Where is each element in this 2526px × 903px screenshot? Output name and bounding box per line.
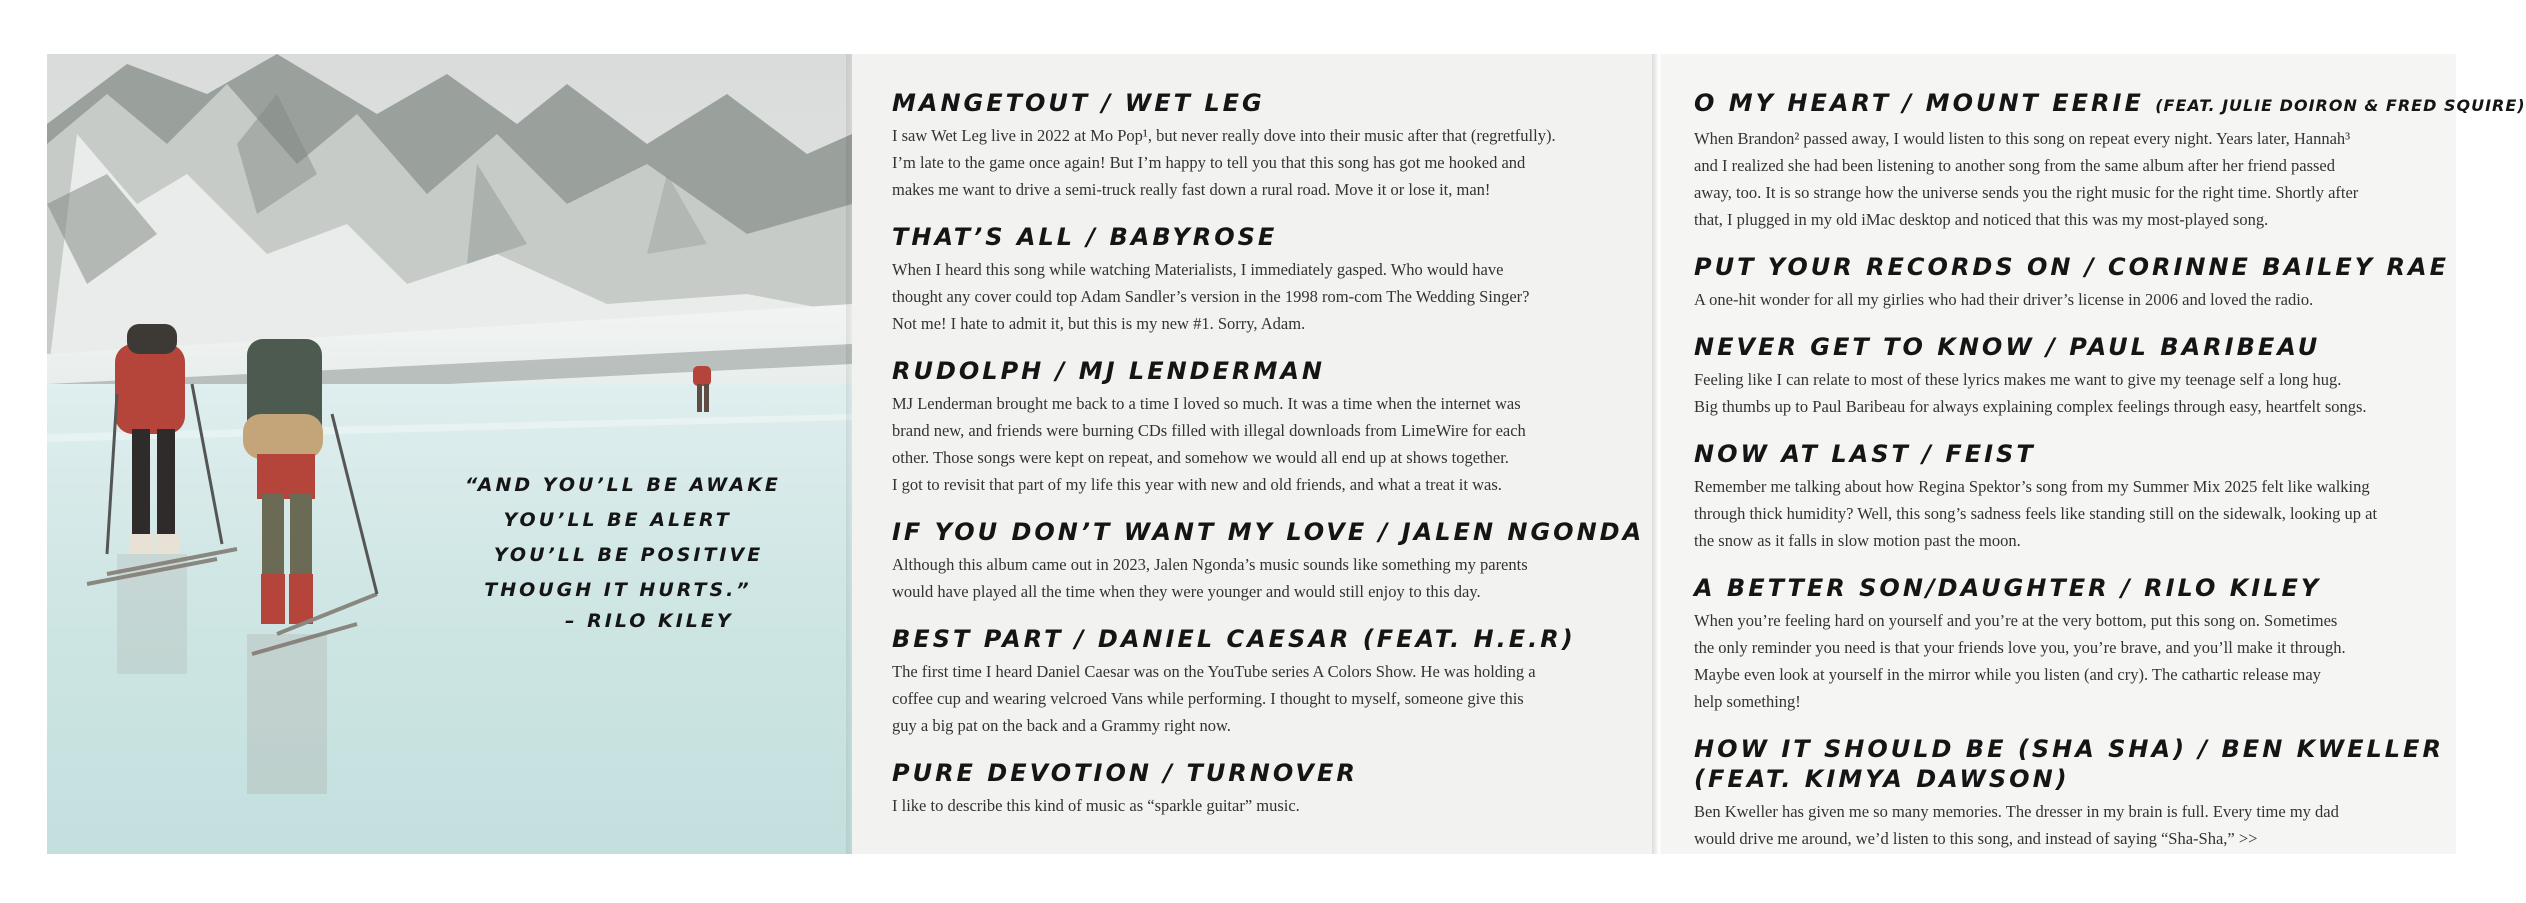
liner-notes-page-right bbox=[1661, 54, 2526, 854]
description-line: help something! bbox=[1694, 692, 1801, 711]
track-title-text: NOW AT LAST / FEIST bbox=[1694, 440, 2036, 468]
track-rudolph bbox=[892, 356, 1624, 498]
description-line: I’m late to the game once again! But I’m happy to tell you that this song has got me hooked and bbox=[892, 153, 1526, 172]
description-line: would drive me around, we’d listen to this song, and instead of saying “Sha-Sha,” >> bbox=[1694, 829, 2258, 848]
track-title bbox=[892, 517, 1645, 547]
description-line: that, I plugged in my old iMac desktop and noticed that this was my most-played song. bbox=[1694, 210, 2269, 229]
track-how-it-should-be-sha-sha bbox=[1694, 734, 2444, 852]
description-line: When you’re feeling hard on yourself and you’re at the very bottom, put this song on. Sometimes bbox=[1694, 611, 2338, 630]
track-title bbox=[892, 222, 1624, 252]
description-line: Although this album came out in 2023, Jalen Ngonda’s music sounds like something my parents bbox=[892, 555, 1528, 574]
track-title bbox=[1694, 734, 2444, 764]
track-title bbox=[892, 356, 1624, 386]
quote-text: “AND YOU’LL BE AWAKE YOU’LL BE ALERT YOU’LL BE POSITIVE THOUGH IT HURTS.” bbox=[465, 474, 781, 601]
description-line: through thick humidity? Well, this song’s sadness feels like standing still on the sidewalk, looking up at bbox=[1694, 504, 2378, 523]
track-title bbox=[1694, 88, 2526, 121]
description-line: Remember me talking about how Regina Spektor’s song from my Summer Mix 2025 felt like walking bbox=[1694, 477, 2370, 496]
track-now-at-last bbox=[1694, 439, 2426, 554]
track-if-you-don-t-want-my-love bbox=[892, 517, 1645, 605]
description-line: Not me! I hate to admit it, but this is my new #1. Sorry, Adam. bbox=[892, 314, 1306, 333]
description-line: I saw Wet Leg live in 2022 at Mo Pop¹, but never really dove into their music after that (regretfully). bbox=[892, 126, 1556, 145]
track-that-s-all bbox=[892, 222, 1624, 337]
track-description bbox=[1694, 366, 2426, 420]
track-notes-list bbox=[892, 88, 1645, 838]
description-line: brand new, and friends were burning CDs filled with illegal downloads from LimeWire for each bbox=[892, 421, 1526, 440]
track-description bbox=[892, 792, 1624, 819]
track-put-your-records-on bbox=[1694, 252, 2449, 313]
description-line: When Brandon² passed away, I would listen to this song on repeat every night. Years later, Hannah³ bbox=[1694, 129, 2351, 148]
track-never-get-to-know bbox=[1694, 332, 2426, 420]
description-line: away, too. It is so strange how the universe sends you the right music for the right time. Shortly after bbox=[1694, 183, 2359, 202]
description-line: Big thumbs up to Paul Baribeau for always explaining complex feelings through easy, heartfelt songs. bbox=[1694, 397, 2367, 416]
track-mangetout bbox=[892, 88, 1624, 203]
track-description bbox=[892, 390, 1624, 498]
description-line: I like to describe this kind of music as “sparkle guitar” music. bbox=[892, 796, 1300, 815]
track-description bbox=[1694, 473, 2426, 554]
description-line: I got to revisit that part of my life this year with new and old friends, and what a treat it was. bbox=[892, 475, 1502, 494]
track-description bbox=[892, 658, 1624, 739]
track-title-text: MANGETOUT / WET LEG bbox=[892, 89, 1265, 117]
track-notes-list bbox=[1694, 88, 2526, 871]
description-line: the snow as it falls in slow motion past the moon. bbox=[1694, 531, 2021, 550]
description-line: When I heard this song while watching Materialists, I immediately gasped. Who would have bbox=[892, 260, 1504, 279]
description-line: Feeling like I can relate to most of these lyrics makes me want to give my teenage self a long hug. bbox=[1694, 370, 2342, 389]
description-line: other. Those songs were kept on repeat, and somehow we would all end up at shows together. bbox=[892, 448, 1509, 467]
track-description bbox=[892, 551, 1624, 605]
description-line: coffee cup and wearing velcroed Vans while performing. I thought to myself, someone give this bbox=[892, 689, 1524, 708]
track-title bbox=[1694, 332, 2426, 362]
track-title bbox=[1694, 252, 2449, 282]
track-title bbox=[1694, 573, 2426, 603]
track-title-text: RUDOLPH / MJ LENDERMAN bbox=[892, 357, 1326, 385]
track-description bbox=[1694, 125, 2426, 233]
track-title bbox=[892, 624, 1624, 654]
track-title-text: O MY HEART / MOUNT EERIE bbox=[1694, 89, 2144, 117]
track-title-text: HOW IT SHOULD BE (SHA SHA) / BEN KWELLER bbox=[1694, 735, 2444, 763]
description-line: MJ Lenderman brought me back to a time I loved so much. It was a time when the internet was bbox=[892, 394, 1521, 413]
track-description bbox=[1694, 798, 2426, 852]
description-line: Maybe even look at yourself in the mirror while you listen (and cry). The cathartic release may bbox=[1694, 665, 2321, 684]
track-best-part bbox=[892, 624, 1624, 739]
track-title-text: PUT YOUR RECORDS ON / CORINNE BAILEY RAE bbox=[1694, 253, 2449, 281]
description-line: the only reminder you need is that your friends love you, you’re brave, and you’ll make it through. bbox=[1694, 638, 2346, 657]
track-description bbox=[1694, 607, 2426, 715]
track-title-text: PURE DEVOTION / TURNOVER bbox=[892, 759, 1358, 787]
track-title bbox=[892, 758, 1624, 788]
description-line: and I realized she had been listening to another song from the same album after her friend passed bbox=[1694, 156, 2335, 175]
track-pure-devotion bbox=[892, 758, 1624, 819]
quote-attribution: – RILO KILEY bbox=[565, 610, 734, 632]
track-title-text: IF YOU DON’T WANT MY LOVE / JALEN NGONDA bbox=[892, 518, 1645, 546]
description-line: makes me want to drive a semi-truck really fast down a rural road. Move it or lose it, man! bbox=[892, 180, 1491, 199]
description-line: A one-hit wonder for all my girlies who had their driver’s license in 2006 and loved the radio. bbox=[1694, 290, 2314, 309]
track-title-text: THAT’S ALL / BABYROSE bbox=[892, 223, 1278, 251]
description-line: The first time I heard Daniel Caesar was on the YouTube series A Colors Show. He was holding a bbox=[892, 662, 1536, 681]
track-description bbox=[892, 122, 1624, 203]
track-a-better-son bbox=[1694, 573, 2426, 715]
liner-notes-page-middle bbox=[852, 54, 1654, 854]
description-line: thought any cover could top Adam Sandler’s version in the 1998 rom-com The Wedding Singer? bbox=[892, 287, 1530, 306]
photo-panel bbox=[47, 54, 852, 854]
track-title-feat: (FEAT. JULIE DOIRON & FRED SQUIRE) bbox=[2155, 96, 2526, 115]
description-line: guy a big pat on the back and a Grammy right now. bbox=[892, 716, 1231, 735]
description-line: Ben Kweller has given me so many memories. The dresser in my brain is full. Every time my dad bbox=[1694, 802, 2339, 821]
track-description bbox=[1694, 286, 2426, 313]
track-description bbox=[892, 256, 1624, 337]
mountain-skiers-photo bbox=[47, 54, 852, 854]
track-title-text: BEST PART / DANIEL CAESAR (FEAT. H.E.R) bbox=[892, 625, 1576, 653]
track-o-my-heart bbox=[1694, 88, 2526, 233]
track-title-line-2: (FEAT. KIMYA DAWSON) bbox=[1694, 765, 2070, 793]
track-title bbox=[1694, 439, 2426, 469]
track-title bbox=[892, 88, 1624, 118]
description-line: would have played all the time when they were younger and would still enjoy to this day. bbox=[892, 582, 1481, 601]
track-title-text: A BETTER SON/DAUGHTER / RILO KILEY bbox=[1694, 574, 2322, 602]
track-title-text: NEVER GET TO KNOW / PAUL BARIBEAU bbox=[1694, 333, 2321, 361]
